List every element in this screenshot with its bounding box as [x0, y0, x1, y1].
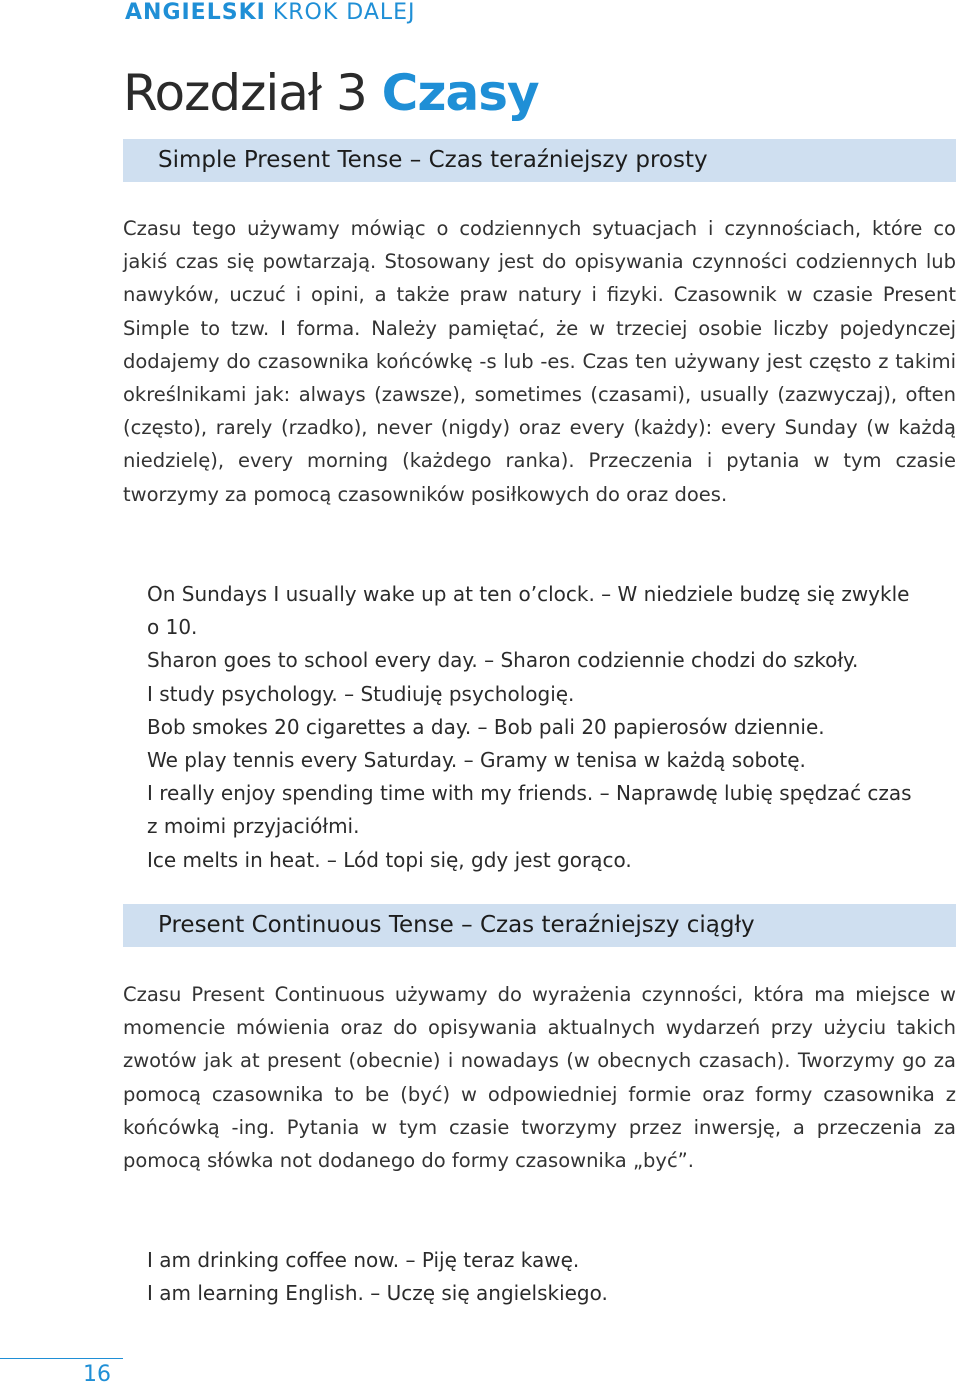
running-header — [125, 0, 416, 26]
example-sentence: I am learning English. – Uczę się angielskiego. — [147, 1281, 608, 1306]
chapter-name: Czasy — [381, 64, 539, 122]
page-number: 16 — [83, 1362, 111, 1387]
chapter-title — [123, 58, 539, 128]
section-heading-simple-present: Simple Present Tense – Czas teraźniejszy prosty — [123, 139, 956, 182]
example-sentence: I really enjoy spending time with my friends. – Naprawdę lubię spędzać czas z moimi przyjaciółmi. — [147, 781, 912, 839]
example-sentence: Ice melts in heat. – Lód topi się, gdy jest gorąco. — [147, 847, 632, 872]
example-sentence: We play tennis every Saturday. – Gramy w tenisa w każdą sobotę. — [147, 748, 806, 773]
header-subtitle: KROK DALEJ — [272, 0, 416, 25]
example-sentence: I am drinking coffee now. – Piję teraz kawę. — [147, 1248, 580, 1272]
header-brand: ANGIELSKI — [125, 0, 266, 25]
section-paragraph-present-continuous: Czasu Present Continuous używamy do wyrażenia czynności, która ma miejsce w momencie mówienia oraz do opisywania aktualnych wydarzeń przy użyciu takich zwotów jak at present (obecnie) i nowadays (w obecnych czasach). Tworzymy go za pomocą czasownika to be (być) w odpowiedniej formie oraz formy czasownika z końcówką -ing. Pytania w tym czasie tworzymy przez inwersję, a przeczenia za pomocą słówka not dodanego do formy czasownika „być”. — [123, 983, 956, 1173]
example-sentence: I study psychology. – Studiuję psychologię. — [147, 681, 575, 706]
section-paragraph-simple-present: Czasu tego używamy mówiąc o codziennych sytuacjach i czynnościach, które co jakiś czas się powtarzają. Stosowany jest do opisywania czynności codziennych lub nawyków, uczuć i opini, a także praw natury i fizyki. Czasownik w czasie Present Simple to tzw. I forma. Należy pamiętać, że w trzeciej osobie liczby pojedynczej dodajemy do czasownika końcówkę -s lub -es. Czas ten używany jest często z takimi określnikami jak: always (zawsze), sometimes (czasami), usually (zazwyczaj), often (często), rarely (rzadko), never (nigdy) oraz every (każdy): every Sunday (w każdą niedzielę), every morning (każdego ranka). Przeczenia i pytania w tym czasie tworzymy za pomocą czasowników posiłkowych do oraz does. — [123, 217, 956, 506]
example-list-present-continuous — [147, 1244, 927, 1310]
example-sentence: On Sundays I usually wake up at ten o’clock. – W niedziele budzę się zwykle o 10. — [147, 582, 910, 640]
footer-divider — [0, 1358, 123, 1359]
chapter-prefix: Rozdział 3 — [123, 64, 367, 122]
section-heading-present-continuous: Present Continuous Tense – Czas teraźniejszy ciągły — [123, 904, 956, 947]
example-sentence: Bob smokes 20 cigarettes a day. – Bob pali 20 papierosów dziennie. — [147, 714, 825, 739]
example-list-simple-present — [147, 578, 927, 877]
example-sentence: Sharon goes to school every day. – Sharon codziennie chodzi do szkoły. — [147, 648, 859, 673]
